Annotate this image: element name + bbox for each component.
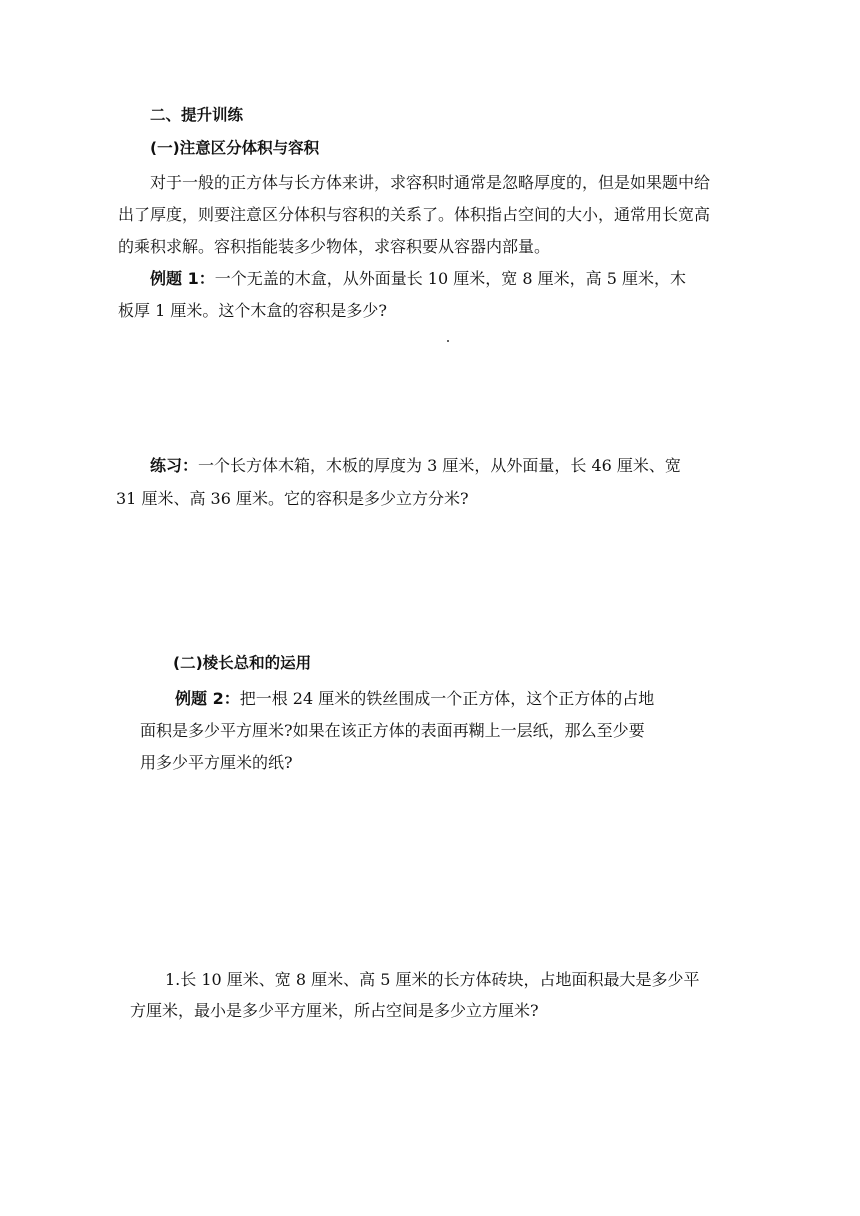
part1-para-line3: 的乘积求解。容积指能装多少物体，求容积要从容器内部量。 <box>118 237 551 256</box>
example1-line1 <box>150 264 686 294</box>
example2-text1: 把一根 24 厘米的铁丝围成一个正方体，这个正方体的占地 <box>239 689 655 708</box>
example1-line2: 板厚 1 厘米。这个木盒的容积是多少? <box>118 301 387 320</box>
exercise-line1 <box>150 451 681 481</box>
part1-heading: (一)注意区分体积与容积 <box>150 139 320 157</box>
example2-label: 例题 2： <box>175 689 240 708</box>
problem1-line2: 方厘米，最小是多少平方厘米，所占空间是多少立方厘米? <box>130 1001 539 1020</box>
example1-label: 例题 1： <box>150 269 215 288</box>
exercise-line2: 31 厘米、高 36 厘米。它的容积是多少立方分米? <box>116 489 469 508</box>
example2-line2: 面积是多少平方厘米?如果在该正方体的表面再糊上一层纸，那么至少要 <box>140 721 645 740</box>
part1-para-line1: 对于一般的正方体与长方体来讲，求容积时通常是忽略厚度的，但是如果题中给 <box>150 173 711 192</box>
exercise-label: 练习： <box>150 456 199 475</box>
example1-text1: 一个无盖的木盒，从外面量长 10 厘米，宽 8 厘米，高 5 厘米，木 <box>214 269 686 288</box>
part1-para-line2: 出了厚度，则要注意区分体积与容积的关系了。体积指占空间的大小，通常用长宽高 <box>118 205 711 224</box>
stray-dot <box>447 340 449 342</box>
exercise-text1: 一个长方体木箱，木板的厚度为 3 厘米，从外面量，长 46 厘米、宽 <box>198 456 681 475</box>
part2-heading: (二)棱长总和的运用 <box>173 654 312 672</box>
section-title: 二、提升训练 <box>150 106 244 124</box>
example2-line3: 用多少平方厘米的纸? <box>140 753 293 772</box>
problem1-line1: 1.长 10 厘米、宽 8 厘米、高 5 厘米的长方体砖块，占地面积最大是多少平 <box>165 970 700 989</box>
example2-line1 <box>175 684 654 714</box>
